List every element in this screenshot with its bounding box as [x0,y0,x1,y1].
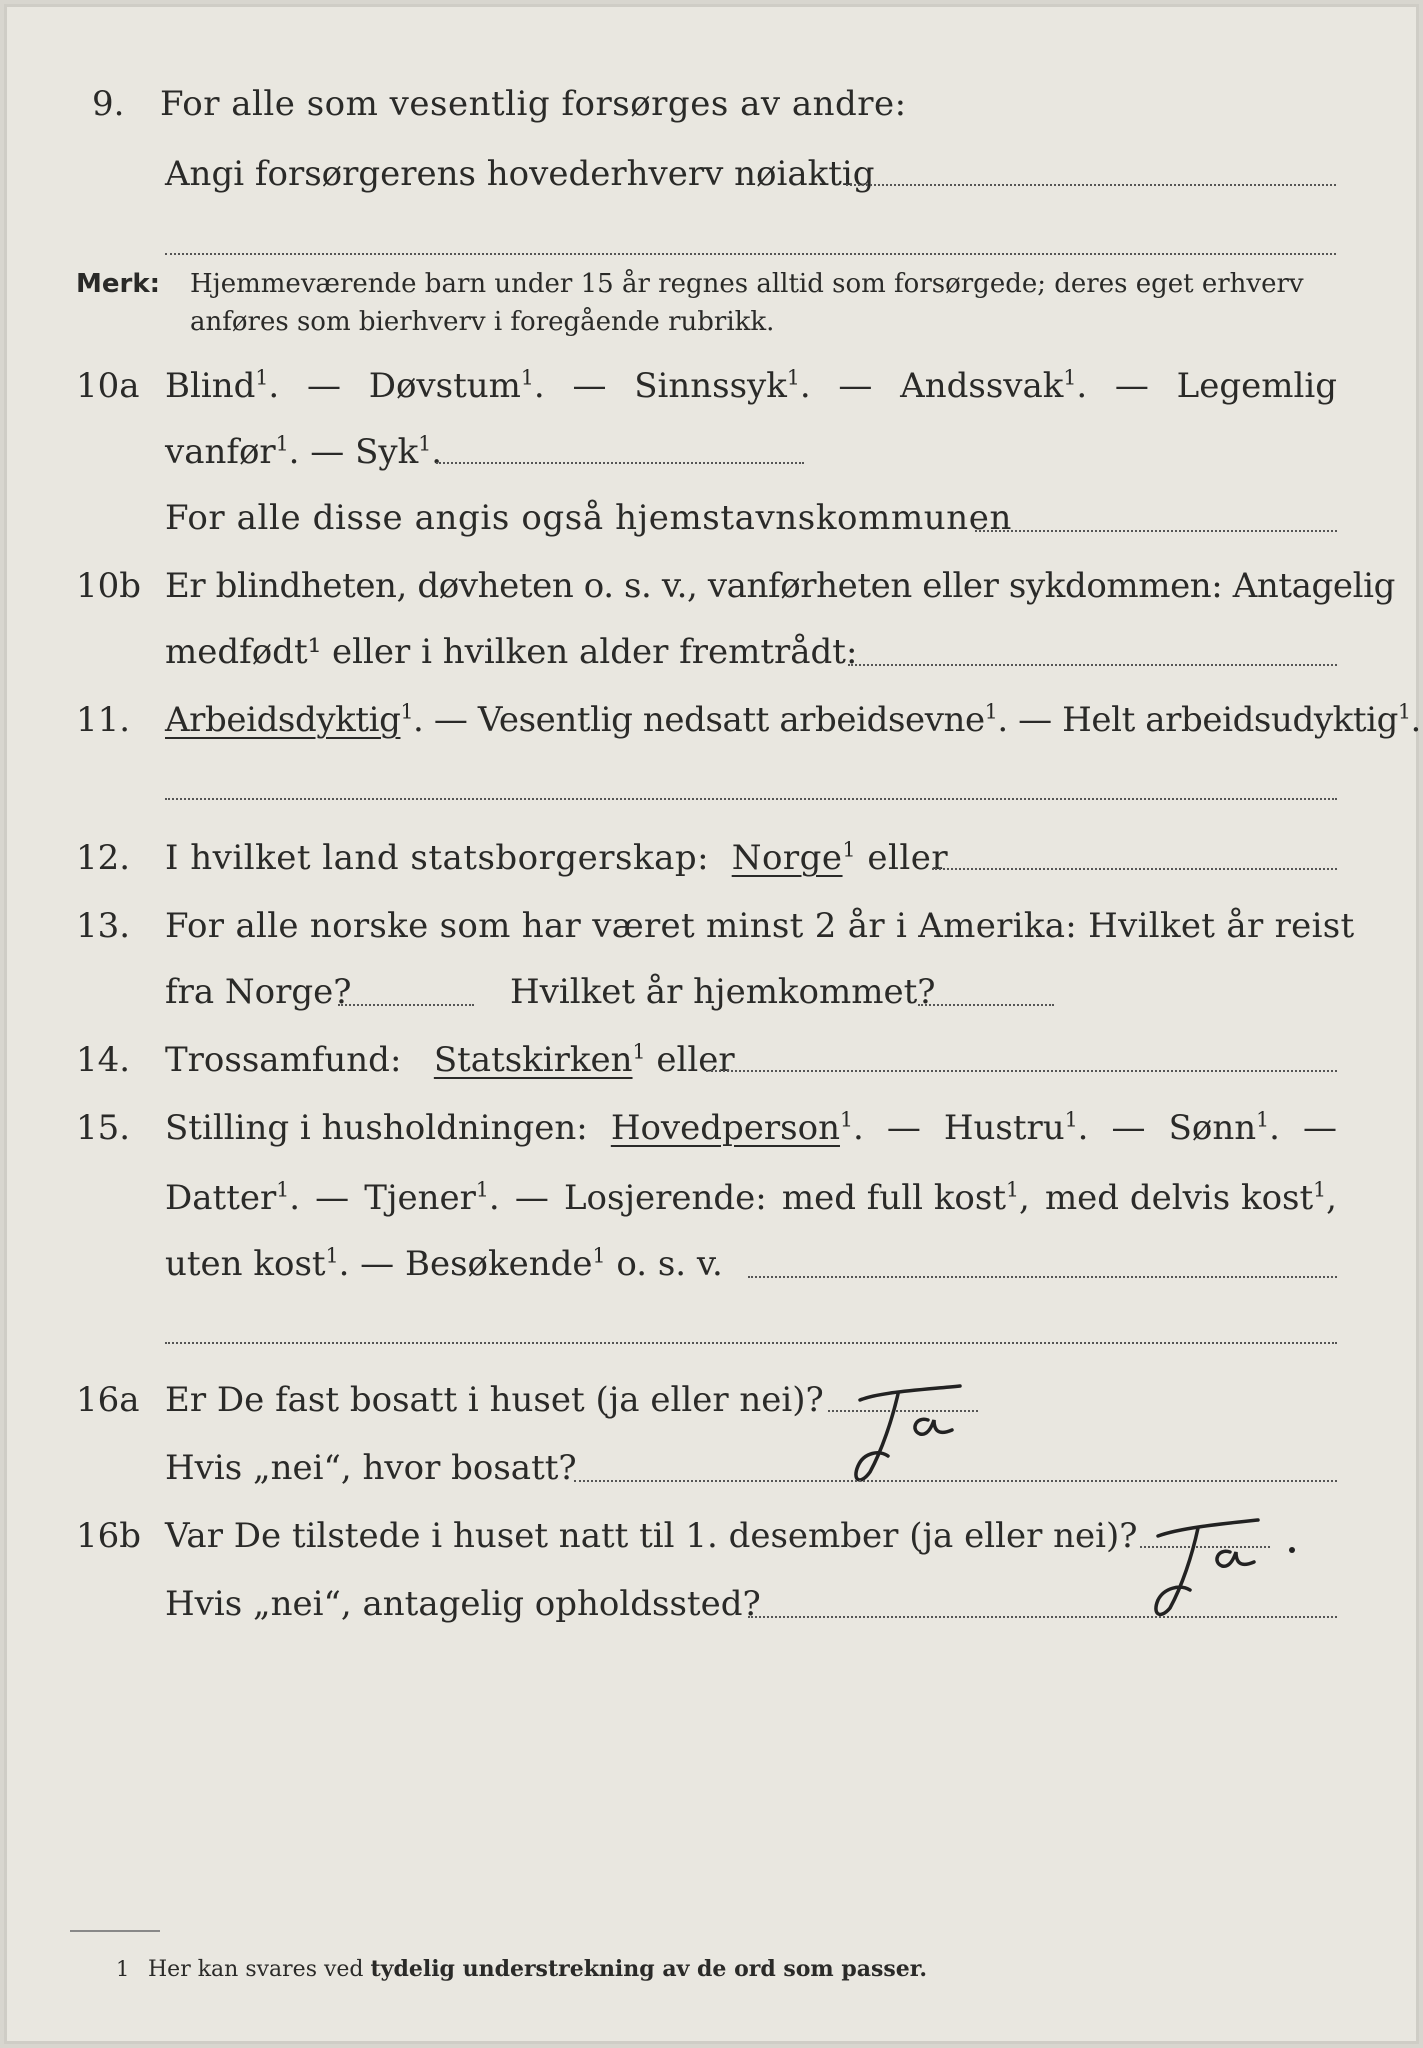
q9-sub: Angi forsørgerens hovederhverv nøiaktig [165,154,875,194]
q16a-hvor-line[interactable] [574,1480,1337,1482]
q10a-line2: vanfør$^1$. — Syk$^1$. [165,431,443,472]
q12-eller: eller [867,838,949,878]
q15-opt-full-kost: med full kost [781,1178,1007,1218]
q15-losjerende: Losjerende: [563,1178,767,1218]
q10b-answer-line[interactable] [848,664,1337,666]
q15-opt-besokende: Besøkende [405,1244,593,1284]
q15-opt-hustru: Hustru [943,1108,1065,1148]
merk-label: Merk: [76,269,161,299]
q11-opt-udyktig: Helt arbeidsudyktig [1062,700,1398,740]
q15-number: 15. [76,1108,131,1148]
q13-line2b: Hvilket år hjemkommet? [510,972,936,1012]
q12-opt-norge: Norge [731,838,843,878]
q16a-number: 16a [76,1380,140,1420]
q10a-line3: For alle disse angis også hjemstavnskommunen [165,498,1012,538]
q14-opt-statskirken: Statskirken [433,1040,633,1080]
q10a-line1: Blind$^1$. — Døvstum$^1$. — Sinnssyk$^1$. — Andssvak$^1$. — Legemlig [165,365,1337,406]
q14-text: Trossamfund: [165,1040,402,1080]
q14-line: Trossamfund: Statskirken$^1$ eller [165,1039,735,1080]
q12-answer-line[interactable] [932,868,1337,870]
q10a-item-dovstum: Døvstum [368,366,521,406]
q9-answer-line[interactable] [846,184,1336,186]
q10a-item-blind: Blind [165,366,256,406]
q11-opt-nedsatt: Vesentlig nedsatt arbeidsevne [477,700,985,740]
q15-opt-datter: Datter [165,1178,277,1218]
q10a-hjemstavn-line[interactable] [975,530,1337,532]
q11-line: Arbeidsdyktig$^1$. — Vesentlig nedsatt arbeidsevne$^1$. — Helt arbeidsudyktig$^1$. [165,699,1421,740]
merk-line1: Hjemmeværende barn under 15 år regnes alltid som forsørgede; deres eget erhverv [190,269,1304,299]
q9-title: For alle som vesentlig forsørges av andre: [160,84,907,124]
q10a-syk: Syk [355,432,419,472]
q13-hjemkommet-line[interactable] [918,1004,1054,1006]
q14-number: 14. [76,1040,131,1080]
q15-opt-hovedperson: Hovedperson [610,1108,840,1148]
q9-number: 9. [92,84,125,124]
footnote-rule [70,1930,160,1932]
q16b-q2: Hvis „nei“, antagelig opholdssted? [165,1584,761,1624]
q10b-line1: Er blindheten, døvheten o. s. v., vanførheten eller sykdommen: Antagelig [165,566,1395,606]
q15-text: Stilling i husholdningen: [165,1108,588,1148]
q10a-syk-line[interactable] [436,462,804,464]
q10a-vanfor: vanfør [165,432,276,472]
q13-line2a: fra Norge? [165,972,352,1012]
footnote-text-a: Her kan svares ved [148,1957,364,1982]
q15-osv: o. s. v. [616,1244,723,1284]
q11-answer-line[interactable] [165,798,1337,800]
q15-line2: Datter$^1$. — Tjener$^1$. — Losjerende: med full kost$^1$, med delvis kost$^1$, [165,1177,1337,1218]
q11-opt-arbeidsdyktig: Arbeidsdyktig [165,700,401,740]
q15-opt-tjener: Tjener [364,1178,476,1218]
q9-answer-line-2[interactable] [165,253,1336,255]
q15-opt-sonn: Sønn [1168,1108,1257,1148]
q15-line3: uten kost$^1$. — Besøkende$^1$ o. s. v. [165,1243,723,1284]
q10a-item-andssvak: Andssvak [900,366,1064,406]
q10b-number: 10b [76,566,142,606]
q15-line1: Stilling i husholdningen: Hovedperson$^1$. — Hustru$^1$. — Sønn$^1$. — [165,1107,1337,1148]
q10b-line2: medfødt¹ eller i hvilken alder fremtrådt: [165,632,858,672]
q16a-q1: Er De fast bosatt i huset (ja eller nei)? [165,1380,824,1420]
q12-line: I hvilket land statsborgerskap: Norge$^1$ eller [165,837,949,878]
q16b-opholdssted-line[interactable] [748,1616,1337,1618]
q10a-number: 10a [76,366,140,406]
q15-answer-line[interactable] [748,1276,1337,1278]
q15-answer-line-2[interactable] [165,1342,1337,1344]
q16b-handwritten-answer [1140,1512,1300,1622]
q13-line1: For alle norske som har været minst 2 år i Amerika: Hvilket år reist [165,906,1355,946]
footnote-text [148,1954,927,1985]
footnote-text-b: tydelig understrekning av de ord som passer. [370,1956,928,1982]
q16a-handwritten-answer [840,1380,990,1490]
q16a-q2: Hvis „nei“, hvor bosatt? [165,1448,577,1488]
q16b-number: 16b [76,1516,142,1556]
q14-answer-line[interactable] [706,1070,1337,1072]
q16b-q1: Var De tilstede i huset natt til 1. desember (ja eller nei)? [165,1516,1138,1556]
q10a-item-sinnssyk: Sinnssyk [634,366,787,406]
q12-number: 12. [76,838,131,878]
q13-reist-line[interactable] [338,1004,474,1006]
q15-opt-uten-kost: uten kost [165,1244,326,1284]
q11-number: 11. [76,700,131,740]
q12-text: I hvilket land statsborgerskap: [165,838,710,878]
q15-opt-delvis-kost: med delvis kost [1044,1178,1314,1218]
q10a-item-legemlig: Legemlig [1176,366,1337,406]
footnote-mark: 1 [116,1957,130,1981]
merk-line2: anføres som bierhverv i foregående rubrikk. [190,307,775,337]
q14-eller: eller [656,1040,735,1080]
q13-number: 13. [76,906,131,946]
